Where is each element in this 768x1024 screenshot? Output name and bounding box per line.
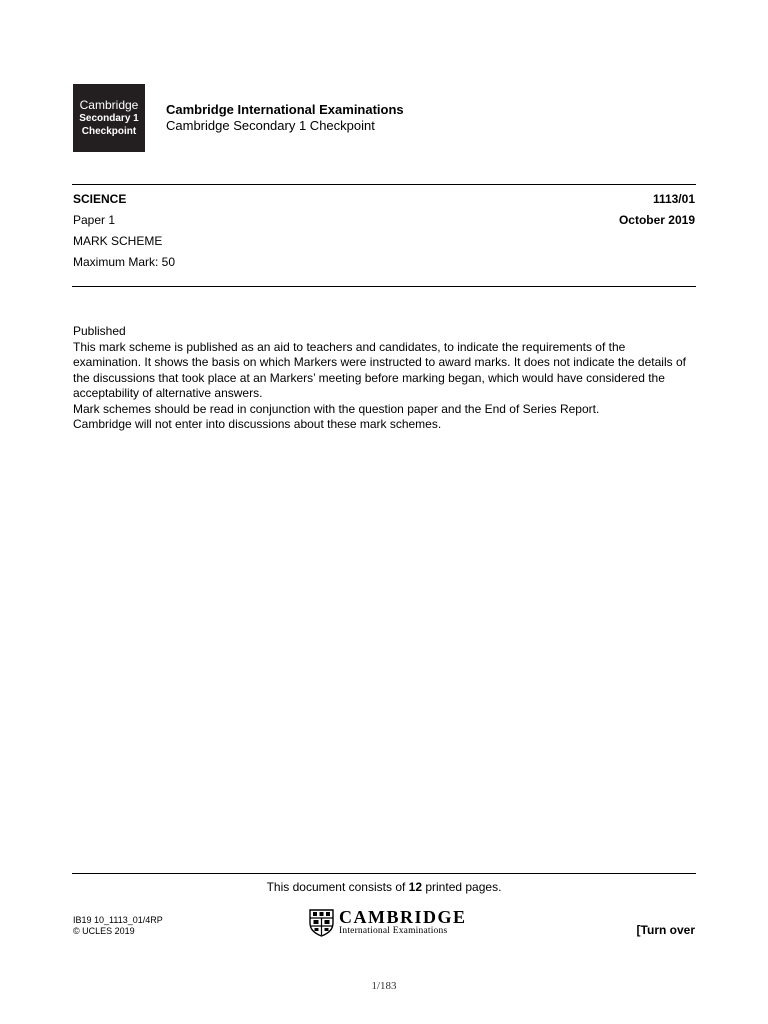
cambridge-logo bbox=[309, 908, 467, 937]
document-type: MARK SCHEME bbox=[73, 234, 163, 248]
cambridge-wordmark: CAMBRIDGE bbox=[339, 907, 467, 927]
top-rule bbox=[72, 184, 696, 185]
org-title: Cambridge International Examinations bbox=[166, 102, 404, 117]
publication-notice bbox=[73, 324, 693, 433]
org-subtitle: Cambridge Secondary 1 Checkpoint bbox=[166, 118, 375, 133]
document-reference bbox=[73, 915, 163, 937]
pages-count: 12 bbox=[408, 880, 423, 894]
maximum-mark: Maximum Mark: 50 bbox=[73, 255, 176, 269]
subject-label: SCIENCE bbox=[73, 192, 127, 206]
notice-heading: Published bbox=[73, 324, 126, 338]
page-count-note bbox=[0, 880, 768, 894]
exam-session: October 2019 bbox=[618, 213, 695, 227]
cambridge-subtitle: International Examinations bbox=[339, 926, 448, 936]
paper-code: 1113/01 bbox=[652, 192, 695, 206]
page-indicator: 1/183 bbox=[371, 980, 397, 992]
logo-line-secondary: Secondary 1 bbox=[79, 113, 139, 124]
middle-rule bbox=[72, 286, 696, 287]
footer-rule bbox=[72, 873, 696, 874]
copyright: © UCLES 2019 bbox=[73, 926, 135, 936]
checkpoint-logo bbox=[73, 84, 145, 152]
notice-paragraph: This mark scheme is published as an aid to teachers and candidates, to indicate the requirements of the examination. It shows the basis on which Markers were instructed to award marks. It does not indicate the details of the discussions that took place at an Markers’ meeting before marking began, which would have considered the acceptability of alternative answers. bbox=[73, 339, 686, 400]
notice-discussions: Cambridge will not enter into discussions about these mark schemes. bbox=[73, 417, 442, 431]
turn-over-label: [Turn over bbox=[636, 923, 695, 937]
cambridge-crest-icon bbox=[309, 909, 334, 937]
ref-code: IB19 10_1113_01/4RP bbox=[73, 915, 163, 925]
notice-conjunction: Mark schemes should be read in conjunction with the question paper and the End of Series Report. bbox=[73, 401, 600, 416]
logo-line-cambridge: Cambridge bbox=[79, 98, 139, 112]
pages-suffix: printed pages. bbox=[422, 880, 502, 894]
paper-number: Paper 1 bbox=[73, 213, 116, 227]
logo-line-checkpoint: Checkpoint bbox=[81, 126, 137, 137]
pages-prefix: This document consists of bbox=[266, 880, 409, 894]
